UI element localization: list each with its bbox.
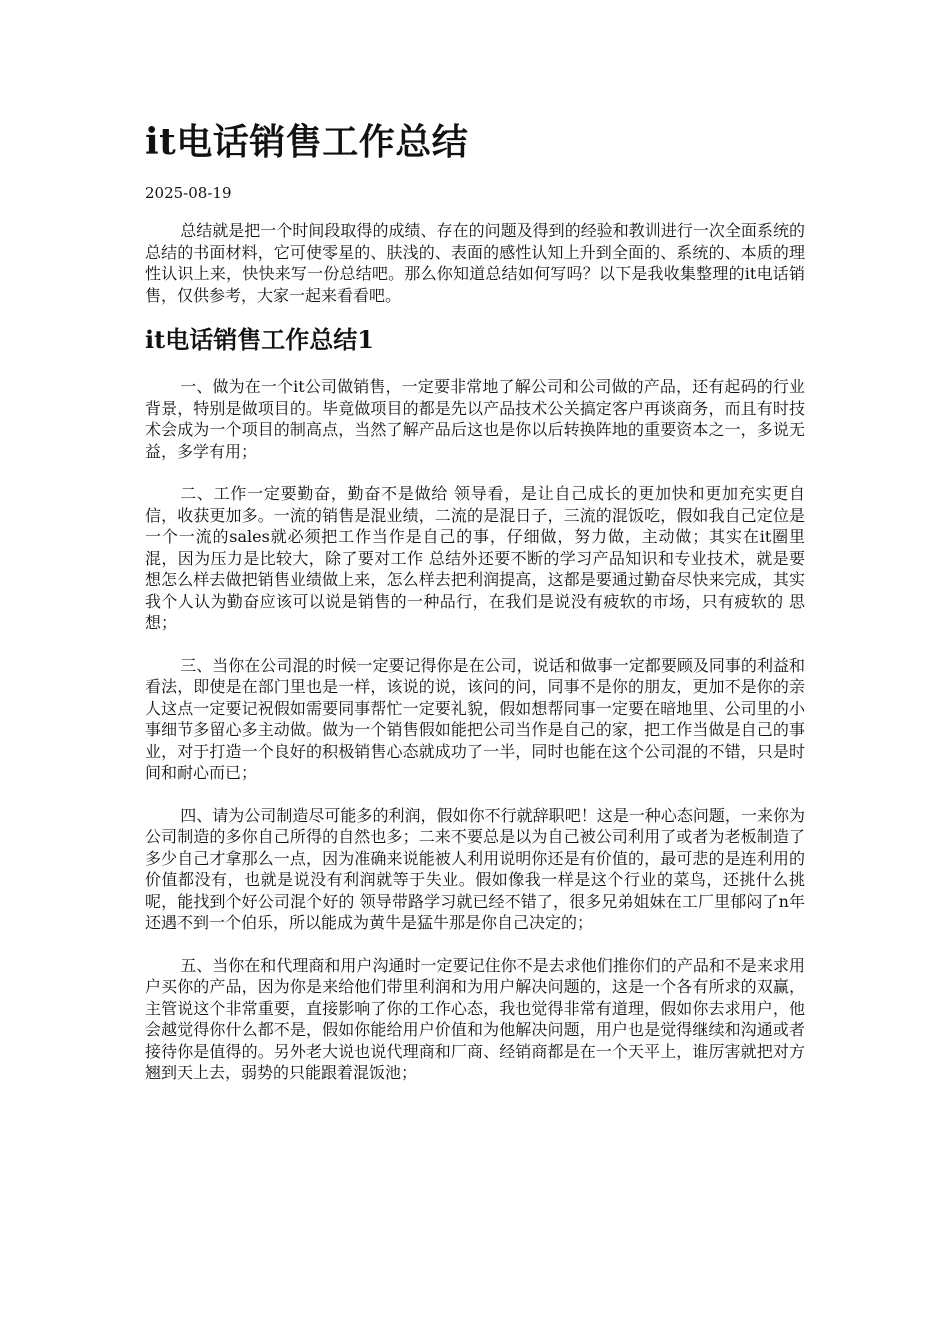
section-title: it电话销售工作总结1 — [145, 325, 374, 354]
document-title: it电话销售工作总结 — [145, 121, 469, 163]
publish-date: 2025-08-19 — [145, 184, 232, 202]
body-paragraph-4: 四、请为公司制造尽可能多的利润，假如你不行就辞职吧！这是一种心态问题，一来你为公司制造的多你自己所得的自然也多；二来不要总是以为自己被公司利用了或者为老板制造了多少自己才拿那么一点，因为准确来说能被人利用说明你还是有价值的，最可悲的是连利用的价值都没有，也就是说没有利润就等于失业。假如像我一样是这个行业的菜鸟，还挑什么挑呢，能找到个好公司混个好的 领导带路学习就已经不错了，很多兄弟姐妹在工厂里郁闷了n年还遇不到一个伯乐，所以能成为黄牛是猛牛那是你自己决定的； — [145, 805, 805, 932]
body-paragraph-3: 三、当你在公司混的时候一定要记得你是在公司，说话和做事一定都要顾及同事的利益和看法，即使是在部门里也是一样，该说的说，该问的问，同事不是你的朋友，更加不是你的亲人这点一定要记祝假如需要同事帮忙一定要礼貌，假如想帮同事一定要在暗地里、公司里的小事细节多留心多主动做。做为一个销售假如能把公司当作是自己的家，把工作当做是自己的事业，对于打造一个良好的积极销售心态就成功了一半，同时也能在这个公司混的不错，只是时间和耐心而已； — [145, 655, 805, 782]
body-paragraph-1: 一、做为在一个it公司做销售，一定要非常地了解公司和公司做的产品，还有起码的行业背景，特别是做项目的。毕竟做项目的都是先以产品技术公关搞定客户再谈商务，而且有时技术会成为一个项目的制高点，当然了解产品后这也是你以后转换阵地的重要资本之一，多说无益，多学有用； — [145, 377, 805, 461]
intro-paragraph: 总结就是把一个时间段取得的成绩、存在的问题及得到的经验和教训进行一次全面系统的总结的书面材料，它可使零星的、肤浅的、表面的感性认知上升到全面的、系统的、本质的理性认识上来，快快来写一份总结吧。那么你知道总结如何写吗？以下是我收集整理的it电话销售，仅供参考，大家一起来看看吧。 — [145, 221, 805, 305]
document-page — [145, 118, 805, 1105]
body-paragraph-5: 五、当你在和代理商和用户沟通时一定要记住你不是去求他们推你们的产品和不是来求用户买你的产品，因为你是来给他们带里利润和为用户解决问题的，这是一个各有所求的双赢，主管说这个非常重要，直接影响了你的工作心态，我也觉得非常有道理，假如你去求用户，他会越觉得你什么都不是，假如你能给用户价值和为他解决问题，用户也是觉得继续和沟通或者接待你是值得的。另外老大说也说代理商和厂商、经销商都是在一个天平上，谁厉害就把对方翘到天上去，弱势的只能跟着混饭池； — [145, 955, 805, 1082]
body-paragraph-2: 二、工作一定要勤奋，勤奋不是做给 领导看，是让自己成长的更加快和更加充实更自信，收获更加多。一流的销售是混业绩，二流的是混日子，三流的混饭吃，假如我自己定位是一个一流的sales就必须把工作当作是自己的事，仔细做，努力做，主动做；其实在it圈里混，因为压力是比较大，除了要对工作 总结外还要不断的学习产品知识和专业技术，就是要想怎么样去做把销售业绩做上来，怎么样去把利润提高，这都是要通过勤奋尽快来完成，其实我个人认为勤奋应该可以说是销售的一种品行，在我们是说没有疲软的市场，只有疲软的 思想； — [145, 484, 805, 632]
